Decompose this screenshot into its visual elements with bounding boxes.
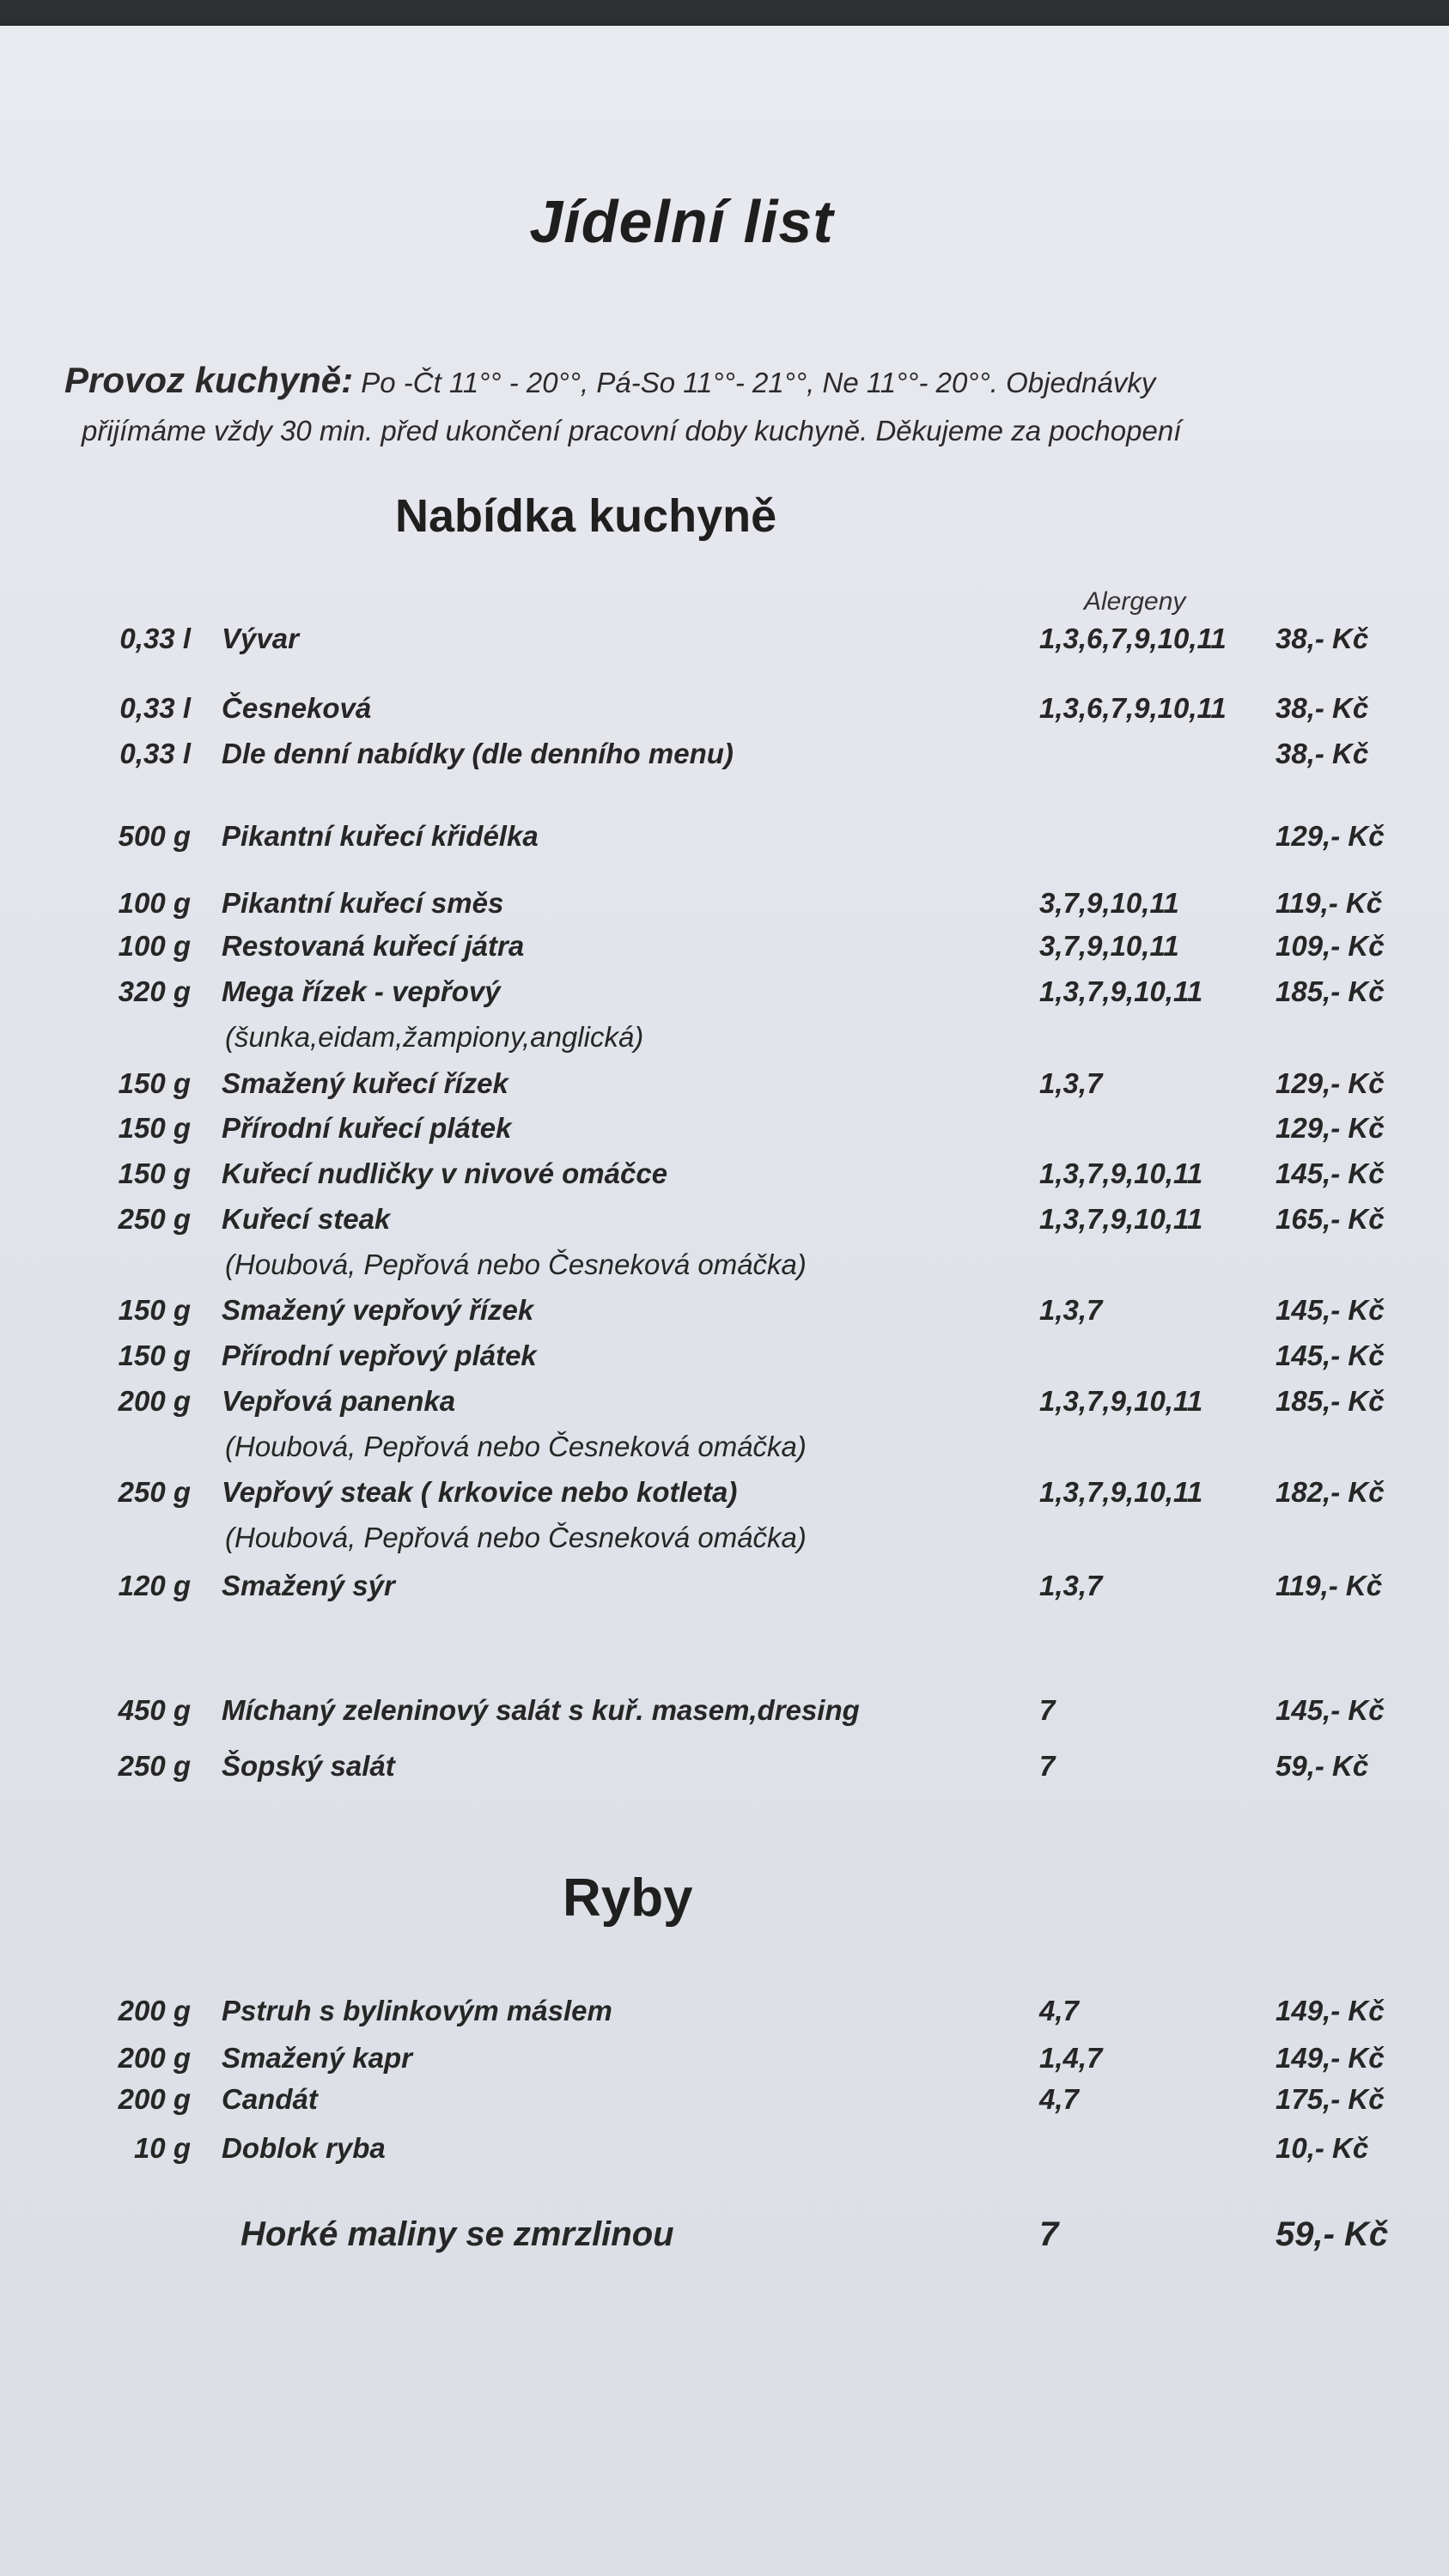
menu-item-row: [0, 1155, 1449, 1193]
menu-item-name: Pikantní kuřecí křidélka: [222, 820, 539, 852]
menu-item-name: Přírodní vepřový plátek: [222, 1340, 537, 1371]
menu-item-name: Horké maliny se zmrzlinou: [240, 2215, 674, 2253]
menu-item-row: [0, 817, 1449, 855]
menu-item-note: [0, 1428, 1449, 1466]
menu-item-note-text: (Houbová, Pepřová nebo Česneková omáčka): [225, 1249, 807, 1280]
menu-item-name: Pstruh s bylinkovým máslem: [222, 1995, 612, 2026]
menu-item-price: 165,- Kč: [1275, 1203, 1385, 1235]
menu-item-row: [0, 1747, 1449, 1785]
menu-item-allergens: 4,7: [1039, 1995, 1079, 2026]
menu-item-name: Smažený sýr: [222, 1570, 395, 1601]
menu-item-quantity: 150 g: [118, 1157, 191, 1189]
menu-sheet: [0, 26, 1449, 2576]
section-title-kitchen: Nabídka kuchyně: [395, 490, 777, 542]
menu-item-quantity: 0,33 l: [119, 738, 191, 769]
menu-item-row: [0, 973, 1449, 1011]
menu-item-row: [0, 1382, 1449, 1420]
menu-item-allergens: 1,3,7: [1039, 1570, 1103, 1601]
menu-item-name: Přírodní kuřecí plátek: [222, 1112, 512, 1144]
menu-item-row: [0, 2039, 1449, 2077]
page-title: Jídelní list: [529, 188, 834, 255]
menu-item-allergens: 1,3,7,9,10,11: [1039, 975, 1203, 1007]
menu-item-quantity: 0,33 l: [119, 692, 191, 724]
menu-item-allergens: 1,3,7,9,10,11: [1039, 1476, 1203, 1508]
menu-item-price: 59,- Kč: [1275, 1750, 1369, 1782]
menu-item-allergens: 1,4,7: [1039, 2042, 1103, 2074]
menu-item-row: [0, 690, 1449, 727]
menu-item-quantity: 200 g: [118, 2083, 191, 2115]
menu-item-name: Doblok ryba: [222, 2132, 386, 2164]
menu-item-note: [0, 1018, 1449, 1056]
menu-item-row: [0, 1692, 1449, 1729]
hours-order-note: přijímáme vždy 30 min. před ukončení pracovní doby kuchyně. Děkujeme za pochopení: [82, 415, 1182, 447]
menu-item-allergens: 7: [1039, 1694, 1056, 1726]
menu-item-quantity: 10 g: [133, 2132, 191, 2164]
menu-item-allergens: 3,7,9,10,11: [1039, 930, 1179, 962]
menu-item-row: [0, 1065, 1449, 1103]
menu-item-row: [0, 884, 1449, 922]
menu-item-price: 38,- Kč: [1275, 692, 1369, 724]
menu-item-note: [0, 1519, 1449, 1557]
menu-item-quantity: 200 g: [118, 2042, 191, 2074]
menu-item-quantity: 250 g: [118, 1750, 191, 1782]
menu-item-name: Vepřový steak ( krkovice nebo kotleta): [222, 1476, 738, 1508]
menu-item-row: [0, 2215, 1449, 2253]
menu-item-allergens: 4,7: [1039, 2083, 1079, 2115]
menu-item-price: 185,- Kč: [1275, 975, 1385, 1007]
menu-item-note-text: (Houbová, Pepřová nebo Česneková omáčka): [225, 1522, 807, 1553]
menu-item-quantity: 250 g: [118, 1203, 191, 1235]
menu-item-name: Smažený vepřový řízek: [222, 1294, 534, 1326]
menu-item-price: 145,- Kč: [1275, 1694, 1385, 1726]
menu-item-row: [0, 2081, 1449, 2118]
menu-item-quantity: 150 g: [118, 1067, 191, 1099]
menu-item-quantity: 150 g: [118, 1294, 191, 1326]
menu-item-quantity: 320 g: [118, 975, 191, 1007]
hours-label: Provoz kuchyně:: [64, 360, 354, 400]
menu-item-allergens: 1,3,7: [1039, 1067, 1103, 1099]
menu-item-price: 119,- Kč: [1275, 1570, 1383, 1601]
menu-item-name: Kuřecí steak: [222, 1203, 391, 1235]
menu-item-quantity: 150 g: [118, 1340, 191, 1371]
menu-item-price: 145,- Kč: [1275, 1294, 1385, 1326]
menu-item-name: Restovaná kuřecí játra: [222, 930, 525, 962]
allergens-column-header: Alergeny: [1084, 587, 1186, 616]
menu-item-row: [0, 1109, 1449, 1147]
menu-item-price: 38,- Kč: [1275, 623, 1369, 654]
menu-item-price: 129,- Kč: [1275, 820, 1385, 852]
menu-item-allergens: 1,3,6,7,9,10,11: [1039, 623, 1227, 654]
menu-item-quantity: 120 g: [118, 1570, 191, 1601]
menu-item-price: 145,- Kč: [1275, 1340, 1385, 1371]
menu-item-name: Vývar: [222, 623, 299, 654]
menu-item-row: [0, 1200, 1449, 1238]
menu-item-allergens: 1,3,6,7,9,10,11: [1039, 692, 1227, 724]
menu-item-quantity: 200 g: [118, 1385, 191, 1417]
menu-item-row: [0, 1473, 1449, 1511]
menu-item-quantity: 0,33 l: [119, 623, 191, 654]
menu-item-name: Dle denní nabídky (dle denního menu): [222, 738, 734, 769]
kitchen-hours-notice: [64, 356, 1404, 455]
menu-item-name: Smažený kapr: [222, 2042, 412, 2074]
menu-item-note: [0, 1246, 1449, 1284]
menu-item-row: [0, 927, 1449, 965]
menu-item-price: 175,- Kč: [1275, 2083, 1385, 2115]
menu-item-price: 185,- Kč: [1275, 1385, 1385, 1417]
menu-item-price: 145,- Kč: [1275, 1157, 1385, 1189]
menu-item-allergens: 1,3,7,9,10,11: [1039, 1203, 1203, 1235]
menu-item-quantity: 200 g: [118, 1995, 191, 2026]
menu-item-allergens: 3,7,9,10,11: [1039, 887, 1179, 919]
section-title-fish: Ryby: [563, 1868, 693, 1928]
menu-item-allergens: 1,3,7,9,10,11: [1039, 1157, 1203, 1189]
menu-item-row: [0, 1567, 1449, 1605]
menu-item-price: 129,- Kč: [1275, 1067, 1385, 1099]
menu-item-price: 129,- Kč: [1275, 1112, 1385, 1144]
menu-item-row: [0, 735, 1449, 773]
menu-item-row: [0, 620, 1449, 658]
menu-item-quantity: 450 g: [118, 1694, 191, 1726]
menu-item-allergens: 1,3,7,9,10,11: [1039, 1385, 1203, 1417]
menu-item-name: Candát: [222, 2083, 318, 2115]
menu-item-quantity: 150 g: [118, 1112, 191, 1144]
menu-item-name: Kuřecí nudličky v nivové omáčce: [222, 1157, 668, 1189]
menu-item-name: Vepřová panenka: [222, 1385, 456, 1417]
menu-item-price: 182,- Kč: [1275, 1476, 1385, 1508]
background-edge: [0, 0, 1449, 26]
menu-item-name: Mega řízek - vepřový: [222, 975, 501, 1007]
menu-item-price: 149,- Kč: [1275, 1995, 1385, 2026]
menu-item-name: Míchaný zeleninový salát s kuř. masem,dresing: [222, 1694, 860, 1726]
menu-item-price: 109,- Kč: [1275, 930, 1385, 962]
menu-item-price: 119,- Kč: [1275, 887, 1383, 919]
menu-item-row: [0, 1291, 1449, 1329]
menu-item-quantity: 100 g: [118, 887, 191, 919]
menu-item-name: Pikantní kuřecí směs: [222, 887, 504, 919]
menu-item-price: 10,- Kč: [1275, 2132, 1369, 2164]
menu-item-row: [0, 1992, 1449, 2030]
menu-item-name: Šopský salát: [222, 1750, 395, 1782]
menu-item-quantity: 500 g: [118, 820, 191, 852]
menu-item-name: Česneková: [222, 692, 372, 724]
menu-item-allergens: 7: [1039, 1750, 1056, 1782]
menu-item-price: 59,- Kč: [1275, 2215, 1389, 2253]
menu-item-name: Smažený kuřecí řízek: [222, 1067, 508, 1099]
menu-item-quantity: 100 g: [118, 930, 191, 962]
menu-item-row: [0, 2129, 1449, 2167]
menu-item-price: 149,- Kč: [1275, 2042, 1385, 2074]
hours-schedule: Po -Čt 11°° - 20°°, Pá-So 11°°- 21°°, Ne 11°°- 20°°. Objednávky: [361, 367, 1156, 398]
menu-item-row: [0, 1337, 1449, 1375]
menu-item-allergens: 7: [1039, 2215, 1059, 2253]
menu-item-note-text: (Houbová, Pepřová nebo Česneková omáčka): [225, 1431, 807, 1462]
menu-item-note-text: (šunka,eidam,žampiony,anglická): [225, 1021, 644, 1053]
menu-item-price: 38,- Kč: [1275, 738, 1369, 769]
menu-item-quantity: 250 g: [118, 1476, 191, 1508]
menu-item-allergens: 1,3,7: [1039, 1294, 1103, 1326]
